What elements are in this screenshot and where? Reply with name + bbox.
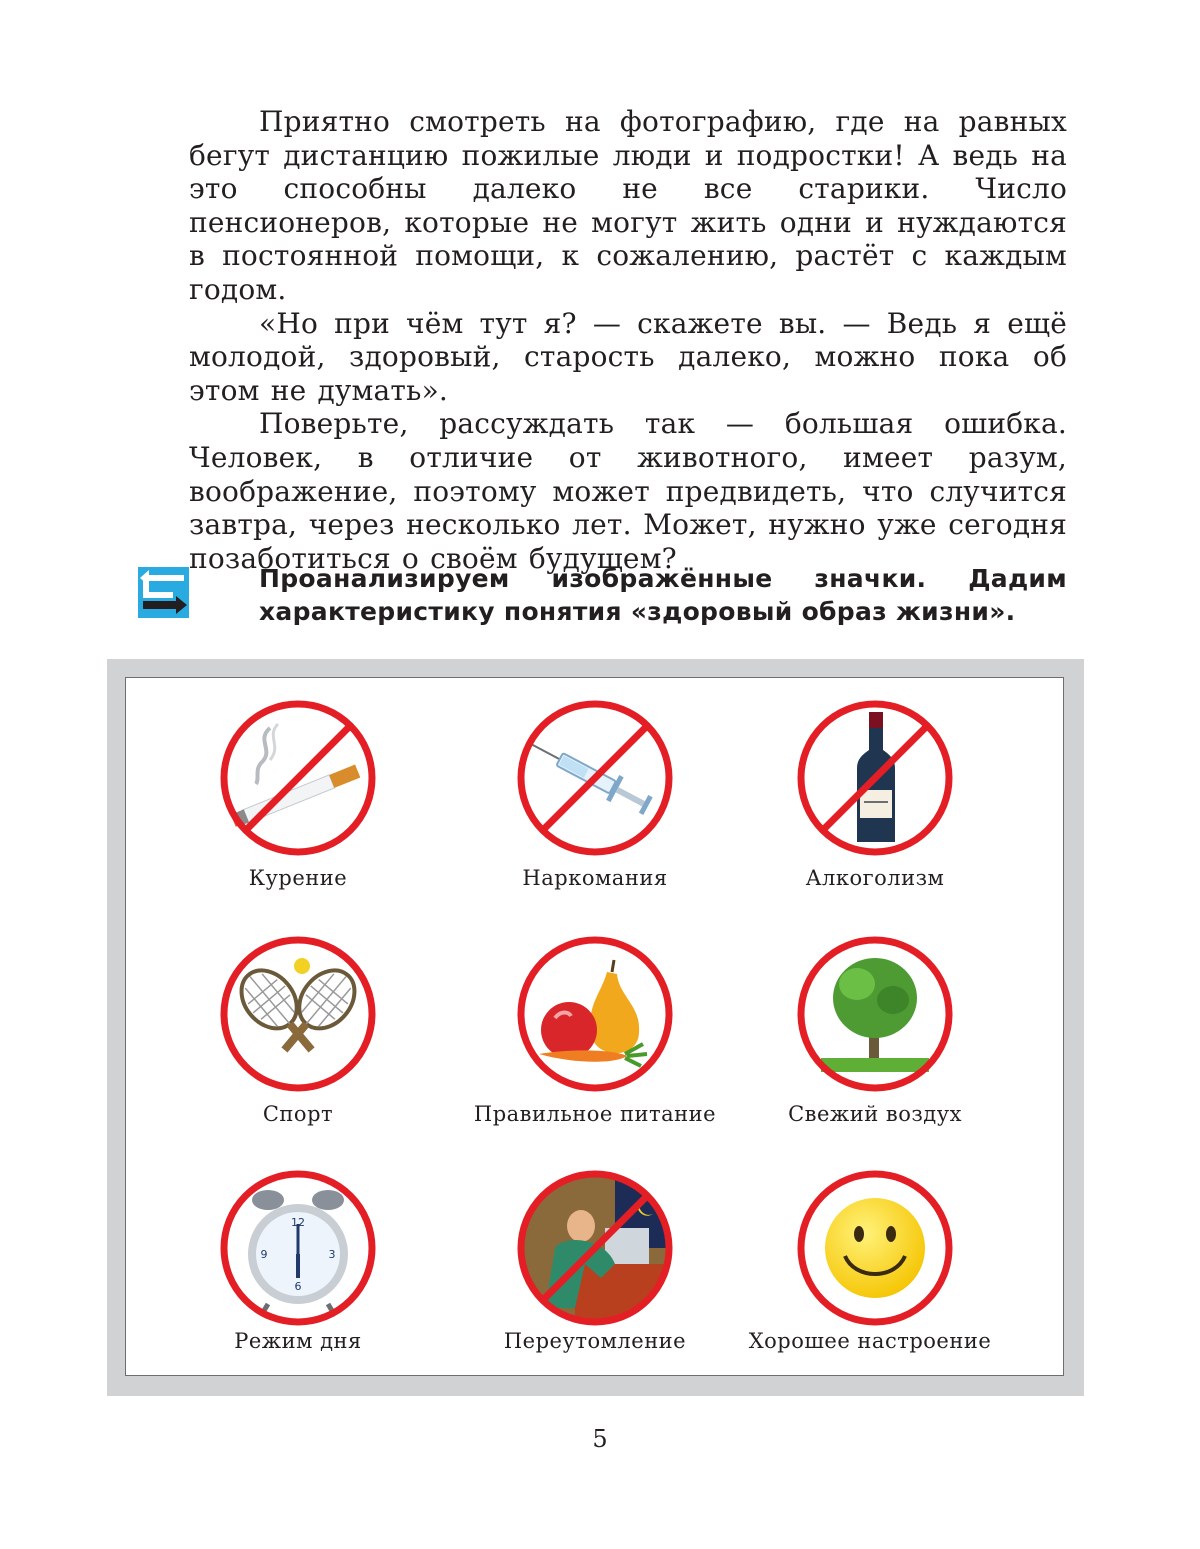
sign-label: Алкоголизм (805, 866, 945, 890)
drugs-sign (515, 698, 675, 858)
main-text (189, 105, 1067, 575)
alcohol-sign (795, 698, 955, 858)
smiley-icon (795, 1168, 955, 1328)
fresh-air-sign (795, 934, 955, 1094)
sign-label: Переутомление (503, 1329, 687, 1353)
tennis-rackets-icon (218, 934, 378, 1094)
smoking-sign (218, 698, 378, 858)
paragraph-3: Поверьте, рассуждать так — большая ошибка. Человек, в отличие от животного, имеет разум, воображение, поэтому может предвидеть, что случится завтра, через несколько лет. Может, нужно уже сегодня позаботиться о своём будущем? (189, 407, 1067, 575)
task-text: Проанализируем изображённые значки. Дадим характеристику понятия «здоровый образ жизни». (259, 564, 1067, 626)
sign-label: Наркомания (522, 866, 668, 890)
arrows-exchange-icon (138, 567, 189, 618)
svg-text:12: 12 (291, 1216, 305, 1229)
sport-sign (218, 934, 378, 1094)
sign-label: Свежий воздух (788, 1102, 962, 1126)
daily-routine-sign (218, 1168, 378, 1328)
sign-label: Спорт (262, 1102, 334, 1126)
svg-text:9: 9 (260, 1248, 268, 1261)
signs-panel (107, 659, 1084, 1396)
sign-label: Правильное питание (473, 1102, 717, 1126)
overwork-sign (515, 1168, 675, 1328)
fruits-vegetables-icon (515, 934, 675, 1094)
sign-label: Курение (248, 866, 348, 890)
page-number: 5 (592, 1425, 608, 1453)
tree-icon (795, 934, 955, 1094)
alarm-clock-icon (218, 1168, 378, 1328)
paragraph-2: «Но при чём тут я? — скажете вы. — Ведь я ещё молодой, здоровый, старость далеко, можно пока об этом не думать». (189, 306, 1067, 407)
sign-label: Хорошее настроение (748, 1329, 992, 1353)
syringe-icon (515, 698, 675, 858)
svg-text:3: 3 (328, 1248, 336, 1261)
good-mood-sign (795, 1168, 955, 1328)
bottle-icon (795, 698, 955, 858)
svg-text:6: 6 (294, 1280, 302, 1293)
paragraph-1: Приятно смотреть на фотографию, где на равных бегут дистанцию пожилые люди и подростки! А ведь на это способны далеко не все старики. Число пенсионеров, которые не могут жить одни и нуждаются в постоянной помощи, к сожалению, растёт с каждым годом. (189, 105, 1067, 306)
sign-label: Режим дня (234, 1329, 362, 1353)
nutrition-sign (515, 934, 675, 1094)
signs-frame (125, 677, 1064, 1376)
cigarette-icon (218, 698, 378, 858)
tired-person-icon (515, 1168, 675, 1328)
